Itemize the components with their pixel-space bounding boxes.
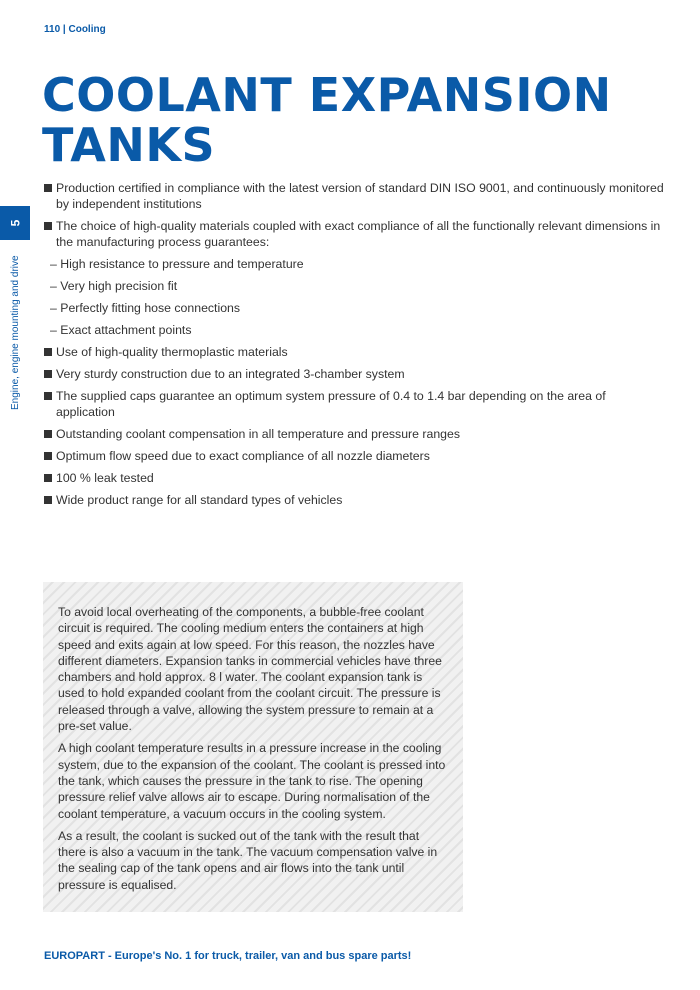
- list-item: Wide product range for all standard types of vehicles: [44, 492, 664, 508]
- list-item: Very sturdy construction due to an integrated 3-chamber system: [44, 366, 664, 382]
- list-item: Outstanding coolant compensation in all temperature and pressure ranges: [44, 426, 664, 442]
- info-box-text: [43, 582, 463, 893]
- list-item: The choice of high-quality materials coupled with exact compliance of all the functionally relevant dimensions in the manufacturing process guarantees:: [44, 218, 664, 250]
- list-item: Production certified in compliance with the latest version of standard DIN ISO 9001, and continuously monitored by independent institutions: [44, 180, 664, 212]
- list-item: – Exact attachment points: [50, 323, 192, 337]
- info-box: [43, 582, 463, 912]
- chapter-number: 5: [8, 219, 22, 227]
- list-item: Use of high-quality thermoplastic materials: [44, 344, 664, 360]
- list-item: – Perfectly fitting hose connections: [50, 301, 241, 315]
- list-item: The supplied caps guarantee an optimum system pressure of 0.4 to 1.4 bar depending on the area of application: [44, 388, 664, 420]
- title-line: COOLANT EXPANSION: [42, 68, 612, 122]
- title-line: TANKS: [42, 118, 216, 172]
- list-item: Optimum flow speed due to exact compliance of all nozzle diameters: [44, 448, 664, 464]
- list-item: 100 % leak tested: [44, 470, 664, 486]
- chapter-tab: [0, 206, 30, 240]
- list-item: – High resistance to pressure and temperature: [50, 257, 304, 271]
- feature-list: [44, 180, 664, 514]
- chapter-label: Engine, engine mounting and drive: [10, 255, 21, 410]
- info-paragraph: To avoid local overheating of the components, a bubble-free coolant circuit is required. The cooling medium enters the containers at high speed and exits again at low speed. For this reason, the nozzles have different diameters. Expansion tanks in commercial vehicles have three chambers and hold approx. 8 l water. The coolant expansion tank is used to hold expanded coolant from the coolant circuit. The pressure is released through a valve, allowing the system pressure to remain at a pre-set value.: [58, 605, 442, 734]
- page-header: 110 | Cooling: [44, 24, 106, 35]
- footer: EUROPART - Europe's No. 1 for truck, trailer, van and bus spare parts!: [44, 950, 412, 962]
- info-paragraph: A high coolant temperature results in a pressure increase in the cooling system, due to the expansion of the coolant. The coolant is pressed into the tank, which causes the pressure in the tank to rise. The opening pressure relief valve allows air to escape. During normalisation of the coolant temperature, a vacuum occurs in the cooling system.: [58, 741, 446, 821]
- list-item: – Very high precision fit: [50, 279, 178, 293]
- info-paragraph: As a result, the coolant is sucked out of the tank with the result that there is also a vacuum in the tank. The vacuum compensation valve in the sealing cap of the tank opens and air flows into the tank until pressure is equalised.: [58, 828, 438, 892]
- page-title: [42, 70, 612, 170]
